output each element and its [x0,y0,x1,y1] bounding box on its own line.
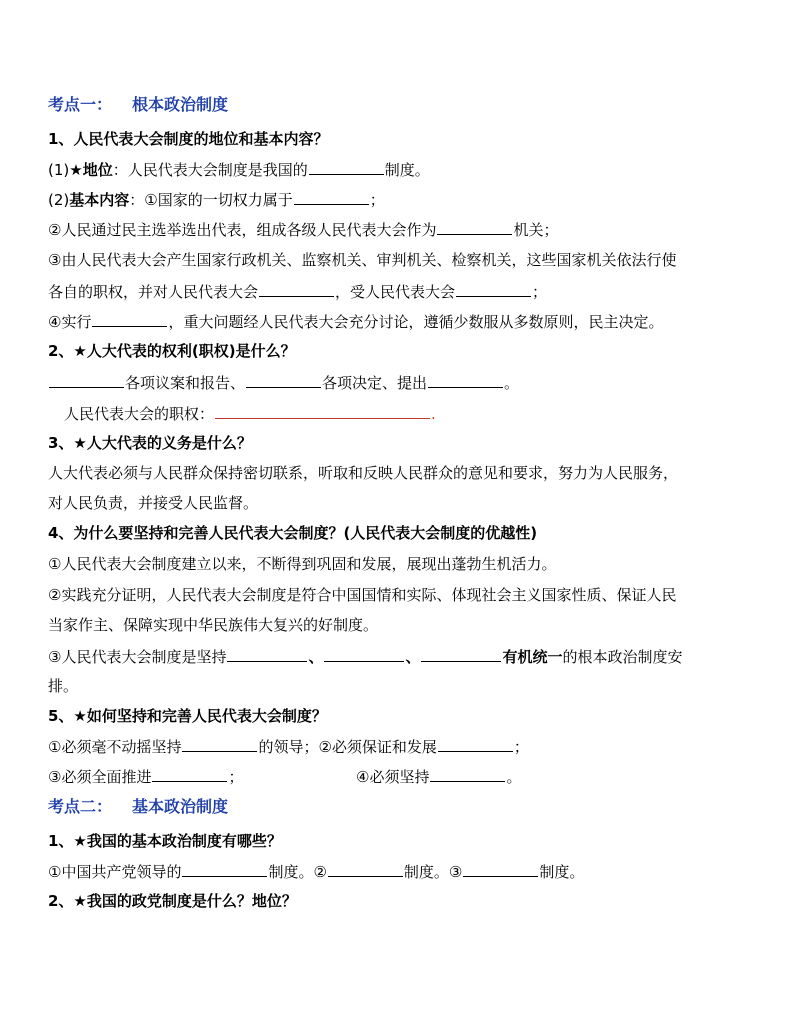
fill-blank[interactable] [152,766,227,782]
q1-l5-text: 各自的职权，并对人民代表大会 [48,283,259,301]
fill-blank[interactable] [294,189,369,205]
fill-blank[interactable] [246,372,321,388]
q4-line-5: 排。 [48,677,79,695]
q1-line-3 [48,219,754,240]
q1-l3-suffix: 机关； [513,221,559,239]
q1-line-6 [48,311,754,332]
fill-blank[interactable] [92,311,167,327]
q1-l2-bold: 基本内容 [69,191,130,209]
fill-blank[interactable] [215,403,430,419]
q4-line-2: ②实践充分证明，人民代表大会制度是符合中国国情和实际、体现社会主义国家性质、保证人民 [48,586,677,604]
fill-blank[interactable] [430,766,505,782]
s2-q1-l1-b: 制度。② [268,863,327,881]
section1-heading [48,95,754,115]
q2-l1-c: 。 [504,374,520,392]
q1-l5-mid: ，受人民代表大会 [335,283,456,301]
fill-blank[interactable] [324,646,404,662]
q1-line-2 [48,189,754,210]
q1-l1-suffix: 制度。 [384,161,430,179]
fill-blank[interactable] [259,281,334,297]
q5-l2-a: ③必须全面推进 [48,768,152,786]
q1-l2-prefix: (2) [48,191,70,209]
q2-l2-dot: . [431,405,436,423]
q5-l2-b: ； [228,768,244,786]
fill-blank[interactable] [438,736,513,752]
q2-l2-text: 人民代表大会的职权： [64,405,215,423]
s2-q1-l1-a: ①中国共产党领导的 [48,863,182,881]
question-2-title: 2、★人大代表的权利(职权)是什么？ [48,342,296,360]
q5-l1-a: ①必须毫不动摇坚持 [48,738,182,756]
q1-l1-text: ：人民代表大会制度是我国的 [112,161,308,179]
q1-l3-text: ②人民通过民主选举选出代表，组成各级人民代表大会作为 [48,221,437,239]
q4-line-4 [48,646,754,667]
q1-l6-text: ④实行 [48,313,92,331]
section2-question-1-title: 1、★我国的基本政治制度有哪些？ [48,832,282,850]
q2-l1-a: 各项议案和报告、 [125,374,246,392]
q1-l2-text: ：①国家的一切权力属于 [129,191,293,209]
question-5-title: 5、★如何坚持和完善人民代表大会制度？ [48,707,327,725]
q3-line-1: 人大代表必须与人民群众保持密切联系，听取和反映人民群众的意见和要求，努力为人民服务， [48,464,679,482]
q1-line-5 [48,281,754,302]
fill-blank[interactable] [428,372,503,388]
q2-line-2 [64,403,754,424]
q4-l4-suffix: 的根本政治制度安 [562,648,683,666]
section1-heading-title: 根本政治制度 [132,95,229,114]
q2-line-1 [48,372,754,393]
q1-line-4: ③由人民代表大会产生国家行政机关、监察机关、审判机关、检察机关，这些国家机关依法行使 [48,251,677,269]
q5-l2-c: ④必须坚持 [356,768,430,786]
fill-blank[interactable] [456,281,531,297]
section2-heading-label: 考点二： [48,797,113,816]
s2-q1-l1-c: 制度。③ [403,863,463,881]
question-4-title: 4、为什么要坚持和完善人民代表大会制度？(人民代表大会制度的优越性) [48,524,538,542]
section2-heading [48,797,754,817]
fill-blank[interactable] [421,646,501,662]
fill-blank[interactable] [309,159,384,175]
q5-l1-b: 的领导；②必须保证和发展 [258,738,437,756]
q1-l6-suffix: ，重大问题经人民代表大会充分讨论，遵循少数服从多数原则，民主决定。 [168,313,664,331]
q2-l1-b: 各项决定、提出 [322,374,428,392]
q4-l4-sep1: 、 [308,648,324,666]
section1-heading-label: 考点一： [48,95,113,114]
q5-l1-c: ； [513,738,529,756]
q5-line-2-right [356,766,521,787]
q4-line-3: 当家作主、保障实现中华民族伟大复兴的好制度。 [48,616,379,634]
q4-line-1: ①人民代表大会制度建立以来，不断得到巩固和发展，展现出蓬勃生机活力。 [48,555,557,573]
fill-blank[interactable] [328,861,403,877]
fill-blank[interactable] [463,861,538,877]
q4-l4-sep2: 、 [405,648,421,666]
q3-line-2: 对人民负责，并接受人民监督。 [48,494,259,512]
fill-blank[interactable] [182,736,257,752]
question-1-title: 1、人民代表大会制度的地位和基本内容？ [48,130,329,148]
q1-l1-bold: ★地位 [69,161,113,179]
q1-l5-suffix: ； [532,283,548,301]
s2-q1-l1-d: 制度。 [539,863,585,881]
question-3-title: 3、★人大代表的义务是什么？ [48,434,252,452]
q1-l2-suffix: ； [369,191,385,209]
fill-blank[interactable] [182,861,267,877]
q1-line-1 [48,159,754,180]
fill-blank[interactable] [437,219,512,235]
q5-l2-d: 。 [506,768,522,786]
q4-l4-text: ③人民代表大会制度是坚持 [48,648,227,666]
s2-q1-line-1 [48,861,754,882]
q5-line-1 [48,736,754,757]
q1-l1-prefix: (1) [48,161,70,179]
q4-l4-bold: 有机统一 [502,648,563,666]
section2-question-2-title: 2、★我国的政党制度是什么？地位？ [48,892,297,910]
fill-blank[interactable] [227,646,307,662]
section2-heading-title: 基本政治制度 [132,797,229,816]
fill-blank[interactable] [49,372,124,388]
